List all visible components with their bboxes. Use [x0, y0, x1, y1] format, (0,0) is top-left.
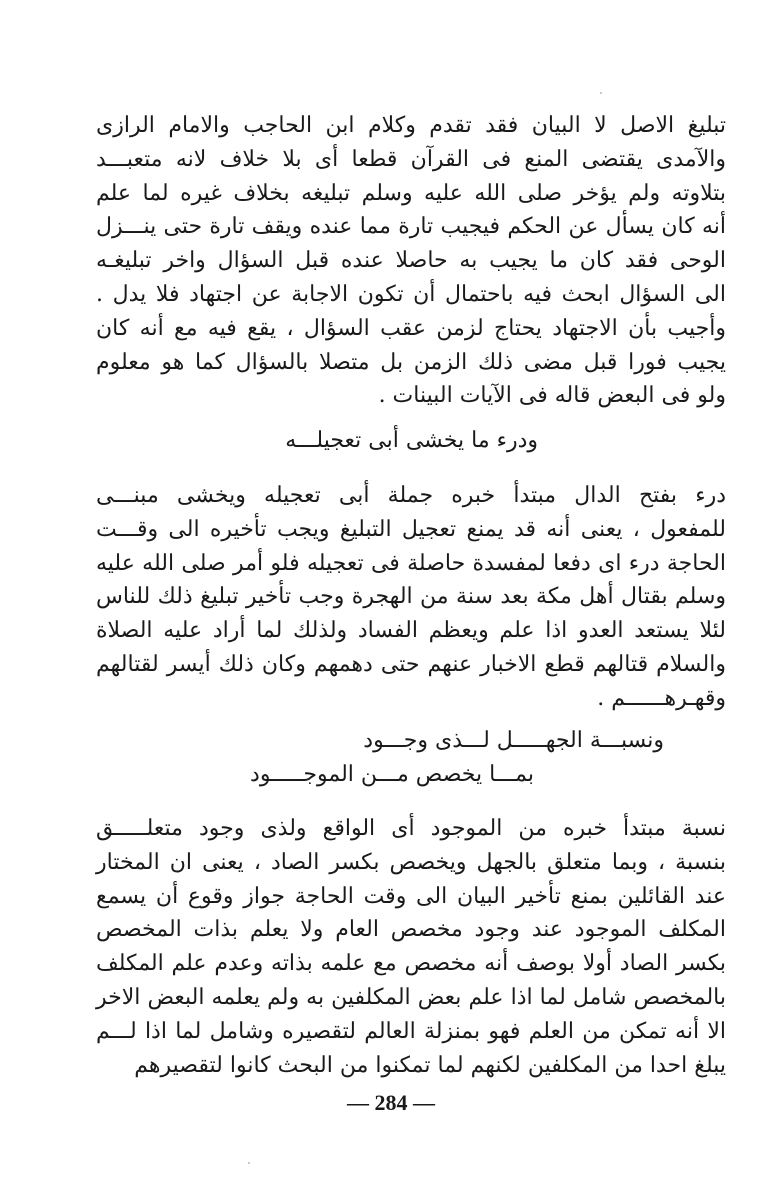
paragraph-2 — [96, 479, 726, 716]
text-line: يجيب فورا قبل مضى ذلك الزمن بل متصلا بالسؤال كما هو معلوم — [96, 349, 726, 375]
text-line: عند القائلين بمنع تأخير البيان الى وقت الحاجة جواز وقوع أن يسمع — [96, 883, 726, 909]
text-line: الحاجة درء اى دفعا لمفسدة حاصلة فى تعجيله فلو أمر صلى الله عليه — [96, 550, 726, 576]
text-line: والآمدى يقتضى المنع فى القرآن قطعا أى بلا خلاف لانه متعبـــد — [96, 146, 726, 172]
text-line: وأجيب بأن الاجتهاد يحتاج لزمن عقب السؤال ، يقع فيه مع أنه كان — [96, 315, 726, 341]
verse-line-2: بمـــا يخصص مـــن الموجـــــود — [250, 762, 534, 787]
text-line: ولو فى البعض قاله فى الآيات البينات . — [378, 383, 726, 409]
text-line: لئلا يستعد العدو اذا علم ويعظم الفساد ولذلك لما أراد عليه الصلاة — [96, 618, 726, 644]
text-line: درء بفتح الدال مبتدأ خبره جملة أبى تعجيله ويخشى مبنـــى — [96, 483, 726, 508]
scan-speck — [248, 1162, 250, 1164]
text-line: وقهـرهــــــم . — [597, 685, 726, 711]
text-line: الوحى فقد كان ما يجيب به حاصلا عنده قبل السؤال واخر تبليغـه — [96, 248, 726, 274]
text-line: أنه كان يسأل عن الحكم فيجيب تارة مما عنده ويقف تارة حتى ينـــزل — [96, 214, 726, 240]
verse-line: ودرء ما يخشى أبى تعجيلـــه — [285, 428, 538, 453]
text-line: نسبة مبتدأ خبره من الموجود أى الواقع ولذى وجود متعلـــــق — [96, 816, 726, 841]
text-line: يبلغ احدا من المكلفين لكنهم لما تمكنوا من البحث كانوا لتقصيرهم — [134, 1052, 726, 1078]
text-line: الا أنه تمكن من العلم فهو بمنزلة العالم لتقصيره وشامل لما اذا لـــم — [96, 1018, 726, 1044]
text-line: بكسر الصاد أولا بوصف أنه مخصص مع علمه بذاته وعدم علم المكلف — [96, 951, 726, 977]
text-line: بالمخصص شامل لما اذا علم بعض المكلفين به ولم يعلمه البعض الاخر — [96, 984, 726, 1010]
text-line: بتلاوته ولم يؤخر صلى الله عليه وسلم تبليغه بخلاف غيره لما علم — [96, 180, 726, 206]
text-line: والسلام قتالهم قطع الاخبار عنهم حتى دهمهم وكان ذلك أيسر لقتالهم — [96, 651, 726, 677]
paragraph-3 — [96, 812, 726, 1082]
paragraph-1 — [96, 109, 726, 413]
text-line: بنسبة ، وبما متعلق بالجهل ويخصص بكسر الصاد ، يعنى ان المختار — [96, 849, 726, 875]
verse-line-1: ونسبـــة الجهـــــل لـــذى وجـــود — [363, 728, 664, 753]
text-line: للمفعول ، يعنى أنه قد يمنع تعجيل التبليغ ويجب تأخيره الى وقـــت — [96, 516, 726, 542]
text-line: تبليغ الاصل لا البيان فقد تقدم وكلام ابن الحاجب والامام الرازى — [96, 113, 726, 138]
scan-speck — [600, 92, 602, 94]
text-line: الى السؤال ابحث فيه باحتمال أن تكون الاجابة عن اجتهاد فلا يدل . — [96, 281, 726, 307]
text-line: المكلف الموجود عند وجود مخصص العام ولا يعلم بذات المخصص — [96, 917, 726, 943]
page-number: — 284 — — [347, 1090, 435, 1115]
text-line: وسلم بقتال أهل مكة بعد سنة من الهجرة وجب تأخير تبليغ ذلك للناس — [96, 584, 726, 610]
